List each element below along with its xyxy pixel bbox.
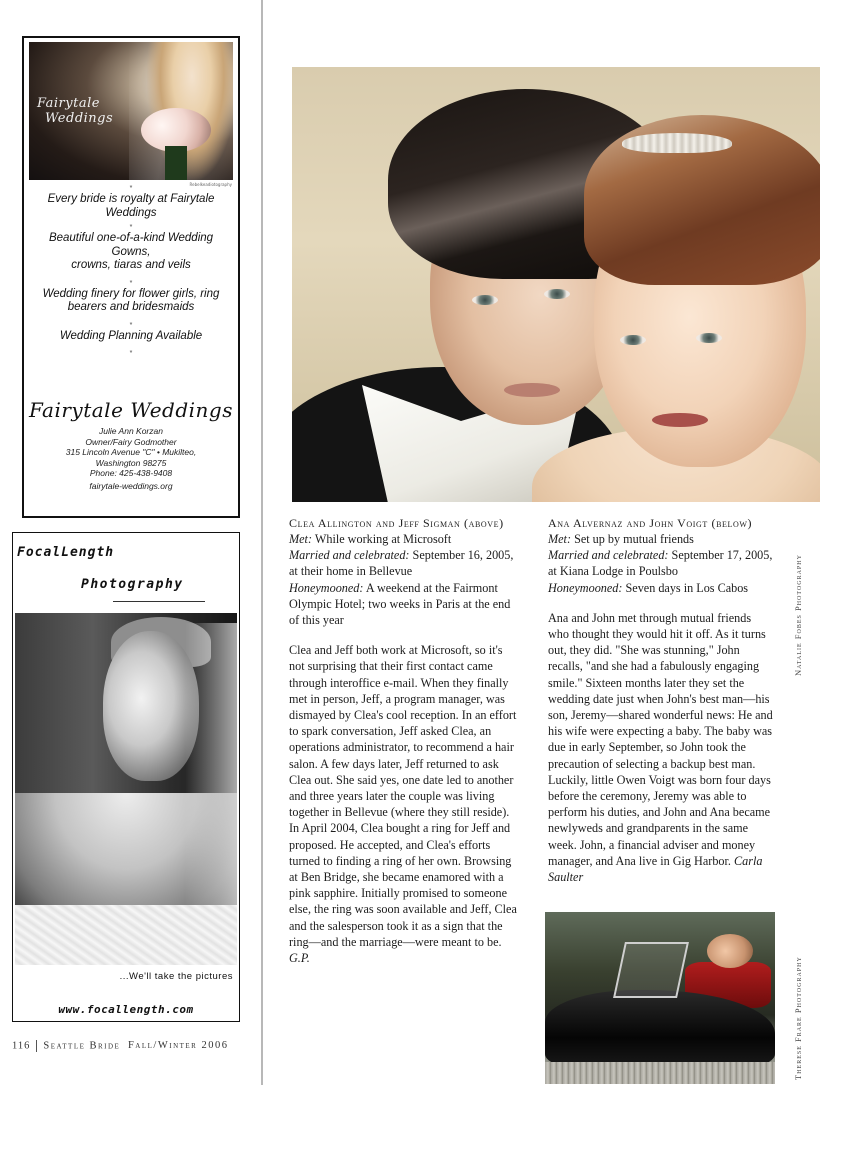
issue-name: Fall/Winter 2006 [127, 1040, 229, 1052]
title-underline [113, 601, 205, 602]
star-divider-icon: * [129, 185, 133, 192]
fairytale-photo-credit: Rebelkeadiotography [189, 182, 232, 187]
couple1-story: Clea and Jeff both work at Microsoft, so it's not surprising that their first contact came through interoffice e-mail. When they finally met in person, Jeff, a program manager, was dismayed by Clea's cool reception. In an effort to spark conversation, Jeff asked Clea, an operations administrator, to recommend a hair salon. A few days later, Jeff returned to ask Clea out. She said yes, one date led to another and three years later the couple was living together in Bellevue (where they still reside). In April 2004, Clea bought a ring for Jeff and proposed. He accepted, and Clea's efforts turned to finding a ring of her own. Browsing at Ben Bridge, she became enamored with a pink sapphire. Initially promised to someone else, the ring was soon available and Jeff, Clea and the salesperson took it as a sign that the ring—and the marriage—were meant to be. G.P. [289, 643, 517, 966]
main-photo-credit: Natalie Fobes Photography [793, 554, 803, 676]
page-number: 116 [12, 1040, 31, 1052]
page-folio [12, 1040, 228, 1052]
couple2-heading: Ana Alvernaz and John Voigt (below) [548, 516, 753, 530]
article-column-left [289, 515, 521, 966]
article-column-right [548, 515, 774, 885]
tiara-icon [622, 133, 732, 153]
couple2-married: Married and celebrated: September 17, 2005, at Kiana Lodge in Poulsbo [548, 548, 773, 579]
ad-line: Wedding finery for flower girls, ring bearers and bridesmaids [42, 287, 220, 313]
couple2-met: Met: Set up by mutual friends [548, 532, 694, 546]
contact-url: fairytale-weddings.org [89, 480, 173, 491]
fairytale-contact-block [24, 426, 238, 491]
couple1-married: Married and celebrated: September 16, 2005, at their home in Bellevue [289, 548, 514, 579]
couple1-met: Met: While working at Microsoft [289, 532, 452, 546]
ad-line: Beautiful one-of-a-kind Wedding Gowns, [48, 232, 214, 258]
ad-line: Wedding Planning Available [59, 329, 203, 342]
star-divider-icon: * [129, 224, 133, 231]
couple1-heading: Clea Allington and Jeff Sigman (above) [289, 516, 504, 530]
star-divider-icon: * [129, 350, 133, 357]
contact-address: 315 Lincoln Avenue "C" • Mukilteo, [65, 447, 197, 457]
ad-line: crowns, tiaras and veils [71, 259, 191, 271]
couple1-byline: G.P. [289, 951, 310, 966]
couple-portrait-photo [292, 67, 820, 502]
couple2-byline: Carla Saulter [548, 853, 763, 885]
focallength-title-line2: Photography [81, 577, 184, 592]
ad-line: Every bride is royalty at Fairytale Weddings [47, 193, 215, 219]
focallength-title-line1: FocalLength [17, 545, 115, 560]
couple2-honeymoon: Honeymooned: Seven days in Los Cabos [548, 580, 749, 595]
fairytale-ad-copy [28, 184, 234, 358]
focallength-bride-photo [15, 613, 237, 965]
magazine-name: Seattle Bride [43, 1040, 121, 1052]
contact-name: Julie Ann Korzan [99, 426, 163, 436]
couple1-honeymoon: Honeymooned: A weekend at the Fairmont Olympic Hotel; two weeks in Paris at the end of this year [289, 580, 511, 628]
fairytale-weddings-ad [22, 36, 240, 518]
star-divider-icon: * [129, 279, 133, 287]
focallength-photography-ad [12, 532, 240, 1022]
focallength-url: www.focallength.com [58, 1003, 194, 1016]
small-photo-credit: Therese Frare Photography [793, 956, 803, 1080]
fairytale-brand-logo: Fairytale Weddings [29, 398, 233, 422]
contact-city: Washington 98275 [95, 457, 167, 468]
fairytale-photo-title: Fairytale Weddings [37, 96, 114, 126]
couple-car-photo [545, 912, 775, 1084]
contact-title: Owner/Fairy Godmother [85, 436, 177, 447]
star-divider-icon: * [129, 321, 133, 329]
contact-phone: Phone: 425-438-9408 [89, 468, 173, 478]
fairytale-ad-photo [29, 42, 233, 180]
focallength-tagline: ...We'll take the pictures [119, 971, 233, 982]
page-gutter-rule [261, 0, 263, 1085]
couple2-story: Ana and John met through mutual friends who thought they would hit it off. As it turns out, they did. "She was stunning," John recalls, "and she had a fabulously engaging smile." Sixteen months later they set the wedding date just when John's best man—his son, Jeremy—shared wonderful news: He and his wife were expecting a baby. The baby was due in early September, so John took the precaution of selecting a backup best man. Luckily, little Owen Voigt was born four days before the ceremony, Jeremy was able to perform his duties, and John and Ana became newlyweds and grandparents in the same week. John, a financial adviser and money manager, and Ana live in Gig Harbor. Carla Saulter [548, 610, 773, 885]
